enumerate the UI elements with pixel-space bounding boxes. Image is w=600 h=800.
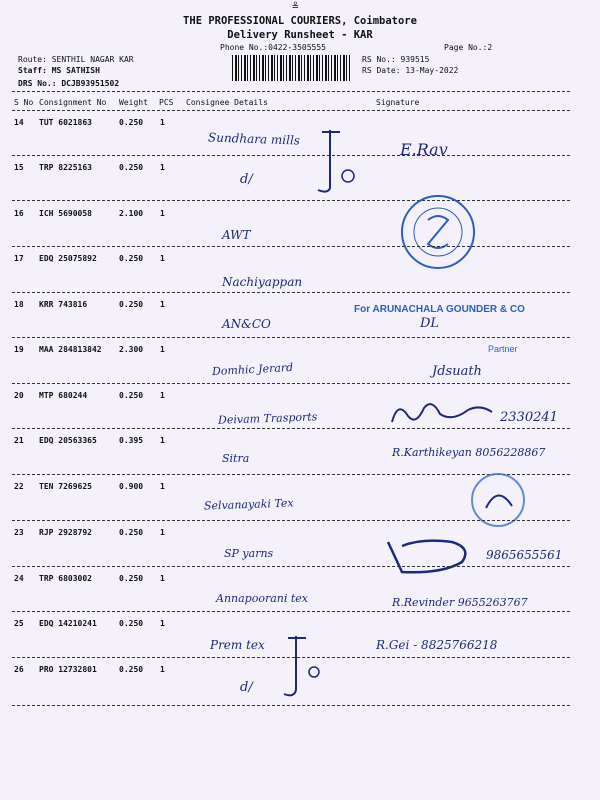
row-signature: R.Gei - 8825766218	[376, 638, 498, 652]
rs-number: RS No.: 939515	[362, 55, 430, 64]
row-pcs: 1	[160, 619, 165, 628]
row-sno: 25	[14, 619, 24, 628]
row-consignment: EDQ 14210241	[39, 619, 97, 628]
row-pcs: 1	[160, 436, 165, 445]
row-divider	[12, 383, 570, 384]
row-consignee: SP yarns	[224, 547, 274, 560]
row-consignee: d/	[240, 172, 253, 187]
row-consignee: Selvanayaki Tex	[203, 496, 294, 513]
row-pcs: 1	[160, 300, 165, 309]
row-pcs: 1	[160, 574, 165, 583]
col-signature: Signature	[376, 98, 420, 107]
row-pcs: 1	[160, 665, 165, 674]
row-divider	[12, 520, 570, 521]
row-weight: 2.300	[119, 345, 144, 354]
row-consignment: MAA 284813842	[39, 345, 102, 354]
row-consignee: Annapoorani tex	[216, 592, 309, 605]
row-sno: 14	[14, 118, 24, 127]
row-weight: 0.250	[119, 300, 144, 309]
stamp-partner-label: Partner	[488, 344, 518, 354]
row-divider	[12, 611, 570, 612]
row-consignment: MTP 680244	[39, 391, 88, 400]
row-signature: E.Rav	[400, 140, 448, 159]
row-consignment: ICH 5690058	[39, 209, 92, 218]
row-sno: 18	[14, 300, 24, 309]
row-consignment: TEN 7269625	[39, 482, 92, 491]
handwritten-initial-icon	[300, 128, 370, 198]
col-consignment: Consignment No	[39, 98, 107, 107]
row-pcs: 1	[160, 163, 165, 172]
row-consignee: Prem tex	[210, 638, 265, 652]
route-info: Route: SENTHIL NAGAR KAR	[18, 55, 134, 64]
row-signature: 9865655561	[486, 548, 563, 562]
row-divider	[12, 566, 570, 567]
row-weight: 2.100	[119, 209, 144, 218]
row-consignment: TUT 6021863	[39, 118, 92, 127]
row-signature: R.Karthikeyan 8056228867	[392, 446, 546, 459]
row-consignee: AWT	[222, 228, 251, 242]
row-consignment: TRP 6803002	[39, 574, 92, 583]
row-consignment: PRO 12732801	[39, 665, 97, 674]
row-sno: 21	[14, 436, 24, 445]
row-divider	[12, 337, 570, 338]
header-divider-top	[12, 91, 570, 92]
page-number: Page No.:2	[444, 43, 493, 52]
row-divider	[12, 705, 570, 706]
row-pcs: 1	[160, 528, 165, 537]
col-weight: Weight	[119, 98, 148, 107]
row-consignee: d/	[240, 680, 253, 695]
row-sno: 15	[14, 163, 24, 172]
row-consignment: EDQ 20563365	[39, 436, 97, 445]
row-consignee: Sitra	[222, 452, 250, 465]
row-consignee: Deivam Trasports	[217, 410, 318, 427]
row-weight: 0.250	[119, 665, 144, 674]
row-weight: 0.250	[119, 118, 144, 127]
barcode-icon	[232, 55, 352, 81]
row-pcs: 1	[160, 254, 165, 263]
trader-round-stamp-icon	[468, 470, 528, 530]
row-consignment: EDQ 25075892	[39, 254, 97, 263]
row-divider	[12, 292, 570, 293]
company-round-stamp-icon	[398, 192, 478, 272]
handwritten-initial-icon	[276, 634, 336, 704]
row-consignee: Nachiyappan	[222, 275, 303, 289]
row-divider	[12, 428, 570, 429]
rs-date: RS Date: 13-May-2022	[362, 66, 459, 75]
row-sno: 17	[14, 254, 24, 263]
row-weight: 0.250	[119, 619, 144, 628]
row-pcs: 1	[160, 118, 165, 127]
runsheet-title: Delivery Runsheet - KAR	[227, 29, 373, 41]
row-consignment: TRP 8225163	[39, 163, 92, 172]
row-weight: 0.250	[119, 163, 144, 172]
row-weight: 0.250	[119, 391, 144, 400]
company-logo-icon: ≗	[292, 0, 299, 13]
row-weight: 0.250	[119, 574, 144, 583]
row-sno: 20	[14, 391, 24, 400]
row-divider	[12, 200, 570, 201]
col-pcs: PCS	[159, 98, 174, 107]
row-divider	[12, 246, 570, 247]
row-sno: 26	[14, 665, 24, 674]
row-weight: 0.900	[119, 482, 144, 491]
staff-info: Staff: MS SATHISH	[18, 66, 100, 75]
col-consignee: Consignee Details	[186, 98, 268, 107]
row-signature: Jdsuath	[432, 364, 482, 379]
header-divider-bottom	[12, 110, 570, 111]
row-sno: 24	[14, 574, 24, 583]
signature-scribble-icon	[388, 398, 498, 428]
row-weight: 0.395	[119, 436, 144, 445]
row-pcs: 1	[160, 482, 165, 491]
row-sno: 19	[14, 345, 24, 354]
row-weight: 0.250	[119, 254, 144, 263]
row-weight: 0.250	[119, 528, 144, 537]
company-name: THE PROFESSIONAL COURIERS, Coimbatore	[183, 15, 417, 27]
row-pcs: 1	[160, 345, 165, 354]
row-consignment: RJP 2928792	[39, 528, 92, 537]
row-pcs: 1	[160, 209, 165, 218]
signature-scribble-icon	[382, 534, 482, 576]
row-signature: 2330241	[500, 410, 558, 425]
row-signature: R.Revinder 9655263767	[392, 596, 528, 609]
company-rect-stamp: For ARUNACHALA GOUNDER & CO	[354, 304, 525, 315]
row-sno: 22	[14, 482, 24, 491]
phone-number: Phone No.:0422-3505555	[220, 43, 326, 52]
row-consignee: Sundhara mills	[207, 130, 301, 148]
row-consignee: AN&CO	[222, 317, 271, 331]
col-sno: S No	[14, 98, 34, 107]
row-consignee: Domhic Jerard	[211, 360, 294, 379]
row-sno: 16	[14, 209, 24, 218]
row-divider	[12, 155, 570, 156]
drs-number: DRS No.: DCJB93951502	[18, 79, 120, 88]
row-sno: 23	[14, 528, 24, 537]
stamp-signature: DL	[420, 316, 440, 331]
row-pcs: 1	[160, 391, 165, 400]
row-consignment: KRR 743816	[39, 300, 88, 309]
